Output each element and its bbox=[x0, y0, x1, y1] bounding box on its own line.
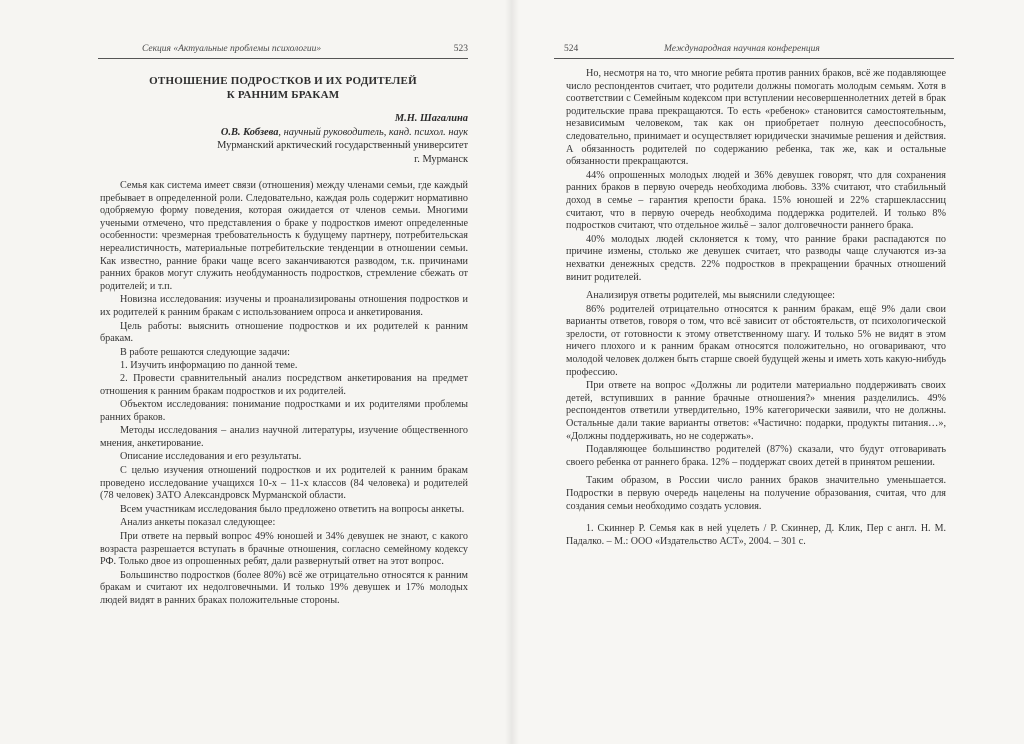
left-paragraph: Всем участникам исследования было предложено ответить на вопросы анкеты. bbox=[120, 503, 465, 515]
reference-item: 1. Скиннер Р. Семья как в ней уцелеть / Р. Скиннер, Д. Клик, Пер с англ. Н. М. Падалко. – М.: ООО «Издательство АСТ», 2004. – 301 с. bbox=[566, 523, 946, 547]
right-paragraph: 40% молодых людей склоняется к тому, что ранние браки распадаются по причине измены, столько же девушек считает, что разводы чаще случаются из-за нехватки денежных средств. 22% подростков в прекращении брачных отношений винит родителей. bbox=[566, 233, 946, 283]
right-paragraph: При ответе на вопрос «Должны ли родители материально поддерживать своих детей, вступивших в ранние брачные отношения?» мнения разделились. 49% респондентов ответили утвердительно, 19% категорически заявили, что не должны. Остальные дали такие варианты ответов: «Частично: подарки, продукты питания…», «Должны поддерживать, но не содержать». bbox=[566, 380, 946, 442]
left-body-text bbox=[100, 180, 468, 609]
left-running-head-title: Секция «Актуальные проблемы психологии» bbox=[142, 44, 322, 54]
right-paragraph: Анализируя ответы родителей, мы выяснили следующее: bbox=[586, 290, 835, 302]
right-paragraph: 86% родителей отрицательно относятся к ранним бракам, ещё 9% дали свои варианты ответов, говоря о том, что всё зависит от обстоятельств, от психологической зрелости, от готовности к этому ответственному шагу. И только 5% не видят в этом ничего плохого и к ранним бракам относятся положительно, но оговаривают, что молодой человек должен быть старше своей будущей жены и иметь хоть какую-нибудь профессию. bbox=[566, 303, 946, 378]
right-running-head bbox=[554, 44, 954, 59]
right-running-head-title: Международная научная конференция bbox=[664, 44, 820, 54]
left-paragraph: Семья как система имеет связи (отношения) между членами семьи, где каждый пребывает в определенной роли. Следовательно, каждая роль содержит нормативно одобряемую форму поведения, которая ожидается от членов семьи. Многими учеными отмечено, что представления о браке у подростков имеют определенные особенности: чрезмерная требовательность к будущему партнеру, потребительская нереалистичность, материальные потребительские тенденции в отношении семьи. Как известно, ранние браки чаще всего заканчиваются разводом, т.к. причинами ранних браков могут служить необдуманность подростков, стремление сбежать от родителей; и т.п. bbox=[100, 180, 468, 292]
left-paragraph: Анализ анкеты показал следующее: bbox=[120, 517, 276, 529]
right-paragraph: Таким образом, в России число ранних браков значительно уменьшается. Подростки в первую очередь нацелены на получение образования, считая, что для создания семьи необходимо создать условия. bbox=[566, 475, 946, 512]
city-name: г. Мурманск bbox=[414, 153, 468, 165]
article-title bbox=[98, 74, 468, 102]
article-title-line-2: К РАННИМ БРАКАМ bbox=[226, 89, 340, 101]
left-paragraph: Новизна исследования: изучены и проанализированы отношения подростков и их родителей к ранним бракам с использованием опроса и анкетирования. bbox=[100, 294, 468, 318]
left-paragraph: Цель работы: выяснить отношение подростков и их родителей к ранним бракам. bbox=[100, 320, 468, 345]
book-gutter bbox=[505, 0, 519, 744]
university-name: Мурманский арктический государственный университет bbox=[217, 140, 468, 151]
right-paragraph: Но, несмотря на то, что многие ребята против ранних браков, всё же подавляющее число респондентов считает, что родители должны помогать молодым семьям. Хотя в соответствии с Семейным кодексом при вступлении несовершеннолетних детей в брак родительские права прекращаются. То есть «ребенок» становится самостоятельным, независимым человеком, так как он приобретает полную дееспособность, следовательно, принимает и осуществляет юридически значимые решения и действия. А обязанность родителей по содержанию ребенка, так же, как и остальные обязанности прекращаются. bbox=[566, 68, 946, 168]
supervisor-line bbox=[160, 126, 468, 140]
task-list-item: 1. Изучить информацию по данной теме. bbox=[120, 360, 298, 372]
left-paragraph: Объектом исследования: понимание подростками и их родителями проблемы ранних браков. bbox=[100, 399, 468, 423]
left-paragraph: С целью изучения отношений подростков и их родителей к ранним бракам проведено исследование учащихся 10-х – 11-х классов (84 человека) и родителей (78 человек) ЗАТО Александровск Мурманской области. bbox=[100, 465, 468, 502]
right-body-text bbox=[566, 68, 946, 549]
left-page-number: 523 bbox=[453, 44, 468, 54]
author-name: М.Н. Шагалина bbox=[394, 113, 468, 124]
left-paragraph: Описание исследования и его результаты. bbox=[120, 451, 302, 463]
right-page-number: 524 bbox=[564, 44, 579, 54]
article-title-line-1: ОТНОШЕНИЕ ПОДРОСТКОВ И ИХ РОДИТЕЛЕЙ bbox=[149, 75, 417, 87]
right-paragraph: 44% опрошенных молодых людей и 36% девушек говорят, что для сохранения ранних браков в первую очередь необходима любовь. 33% считают, что стабильный доход в семье – гарантия крепости брака. 15% юношей и 22% старшеклассниц считают, что в первую очередь необходима поддержка родителей. И только 8% подростков считают, что отдельное жильё – залог долговечности раннего брака. bbox=[566, 169, 946, 232]
authors-block bbox=[160, 112, 468, 166]
left-paragraph: Методы исследования – анализ научной литературы, изучение общественного мнения, анкетирование. bbox=[100, 425, 468, 449]
left-paragraph: При ответе на первый вопрос 49% юношей и 34% девушек не знают, с какого возраста разрешается вступать в брачные отношения, согласно семейному кодексу РФ. Только двое из опрошенных ребят, дали развернутый ответ на этот вопрос. bbox=[100, 531, 468, 568]
right-paragraph: Подавляющее большинство родителей (87%) сказали, что будут отговаривать своего ребенка от раннего брака. 12% – поддержат своих детей в принятом решении. bbox=[566, 444, 946, 468]
supervisor-role: , научный руководитель, канд. психол. наук bbox=[278, 126, 468, 138]
left-paragraph: Большинство подростков (более 80%) всё же отрицательно относятся к ранним бракам и считают их недолговечными. И только 19% девушек и 17% молодых людей видят в ранних браках положительные стороны. bbox=[100, 569, 468, 606]
left-paragraph: В работе решаются следующие задачи: bbox=[120, 346, 290, 358]
supervisor-name: О.В. Кобзева bbox=[220, 126, 279, 138]
left-paragraph: 2. Провести сравнительный анализ посредством анкетирования на предмет отношения к ранним бракам подростков и их родителей. bbox=[100, 372, 468, 397]
left-running-head bbox=[98, 44, 468, 59]
reference-list bbox=[566, 523, 946, 548]
